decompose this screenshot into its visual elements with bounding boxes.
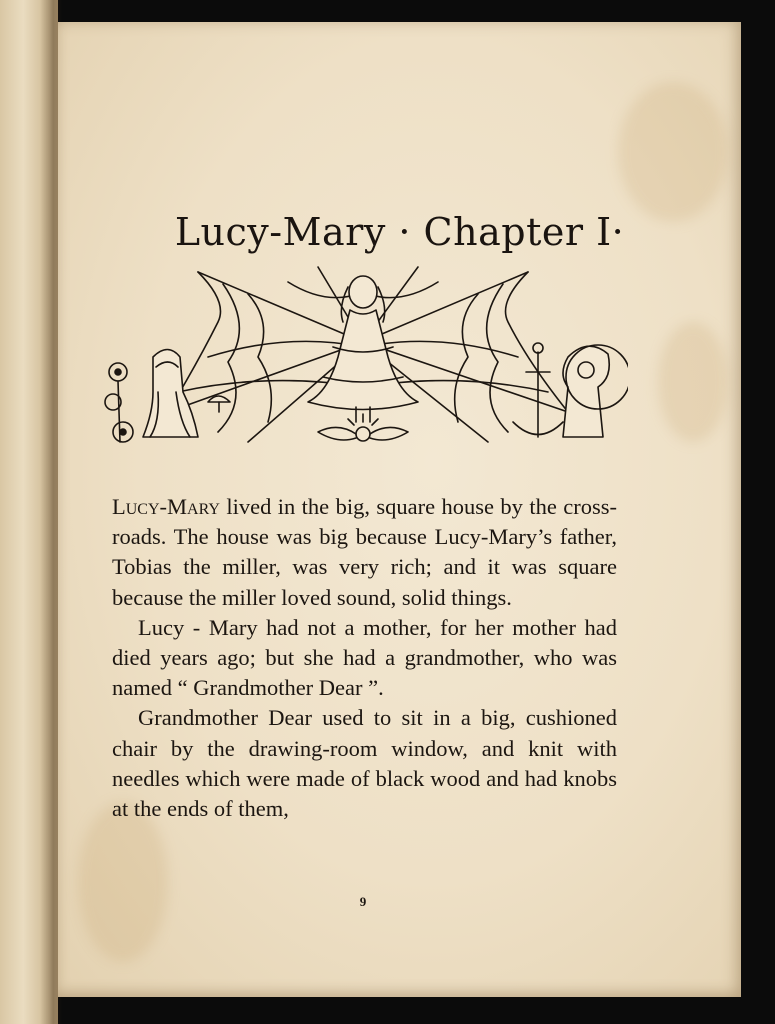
chapter-title: Lucy-Mary · Chapter I· (174, 210, 625, 254)
hooded-woman-icon (143, 350, 198, 438)
chapter-illustration (98, 262, 628, 452)
paragraph-3: Grandmother Dear used to sit in a big, cushioned chair by the drawing-room window, and knit with needles which were made of black wood and had knobs at the ends of them, (112, 705, 617, 822)
paragraph-1 (112, 492, 617, 613)
page-number: 9 (359, 894, 367, 909)
paper-stain (78, 802, 168, 962)
anchor-icon (513, 343, 563, 437)
paper-stain (658, 322, 728, 442)
paper-stain (618, 82, 728, 222)
sun-wings-icon (318, 414, 408, 441)
girl-figure-icon (308, 276, 418, 422)
paragraph-text: lived in the big, square house by the cross-roads. The house was big because Lucy-Mary’s father, Tobias the miller, was very rich; and it was square because the miller loved sound, solid things. (112, 494, 617, 610)
paragraph-2: Lucy - Mary had not a mother, for her mother had died years ago; but she had a grandmother, who was named “ Grandmother Dear ”. (112, 614, 617, 701)
paragraph-lead-word: Lucy-Mary (112, 494, 220, 519)
chapter-body-text (112, 492, 617, 824)
bonnet-girl-icon (563, 345, 628, 437)
flower-icon (105, 363, 133, 442)
mushroom-icon (208, 396, 230, 412)
book-page (58, 22, 741, 997)
